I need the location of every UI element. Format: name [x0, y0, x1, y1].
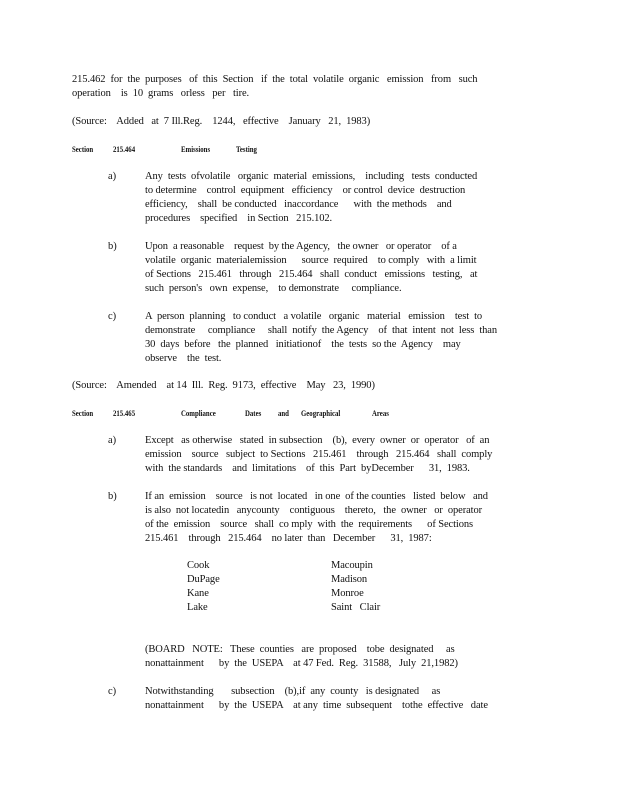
section-title-word: Testing: [236, 145, 257, 154]
county-name: Monroe: [331, 588, 364, 599]
paragraph-line: of Sections 215.461 through 215.464 shall conduct emissions testing, at: [145, 269, 478, 280]
paragraph-line: Except as otherwise stated in subsection (b), every owner or operator of an: [145, 435, 490, 446]
county-name: Cook: [187, 560, 210, 571]
county-name: Kane: [187, 588, 209, 599]
paragraph-line: of the emission source shall co mply with the requirements of Sections: [145, 519, 474, 530]
paragraph-line: is also not locatedin anycounty contiguous thereto, the owner or operator: [145, 505, 483, 516]
paragraph-line: volatile organic materialemission source required to comply with a limit: [145, 255, 477, 266]
paragraph-label: a): [108, 171, 117, 182]
section-number: 215.465: [113, 409, 136, 418]
county-name: Madison: [331, 574, 368, 585]
paragraph-line: to determine control equipment efficiency or control device destruction: [145, 185, 466, 196]
section-word: Section: [72, 409, 94, 418]
paragraph-line: efficiency, shall be conducted inaccordance with the methods and: [145, 199, 452, 210]
paragraph-line: 30 days before the planned initiationof the tests so the Agency may: [145, 339, 461, 350]
paragraph-label: c): [108, 311, 117, 322]
intro-line-2: operation is 10 grams orless per tire.: [72, 88, 250, 99]
paragraph-line: nonattainment by the USEPA at any time subsequent tothe effective date: [145, 700, 488, 711]
section-title-word: Emissions: [181, 145, 211, 154]
county-name: Saint Clair: [331, 602, 381, 613]
paragraph-line: Upon a reasonable request by the Agency, the owner or operator of a: [145, 241, 457, 252]
source-note-1: (Source: Added at 7 Ill.Reg. 1244, effective January 21, 1983): [72, 116, 371, 127]
section-word: Section: [72, 145, 94, 154]
paragraph-label: b): [108, 241, 117, 252]
paragraph-line: 215.461 through 215.464 no later than December 31, 1987:: [145, 533, 432, 544]
paragraph-label: c): [108, 686, 117, 697]
paragraph-line: A person planning to conduct a volatile organic material emission test to: [145, 311, 483, 322]
section-title-word: Geographical: [301, 409, 341, 418]
section-title-word: Dates: [245, 409, 262, 418]
paragraph-label: a): [108, 435, 117, 446]
paragraph-line: emission source subject to Sections 215.461 through 215.464 shall comply: [145, 449, 493, 460]
paragraph-line: demonstrate compliance shall notify the Agency of that intent not less than: [145, 325, 497, 336]
paragraph-line: such person's own expense, to demonstrate compliance.: [145, 283, 402, 294]
section-title-word: Compliance: [181, 409, 216, 418]
paragraph-line: Notwithstanding subsection (b),if any county is designated as: [145, 686, 441, 697]
paragraph-line: with the standards and limitations of this Part byDecember 31, 1983.: [145, 463, 470, 474]
section-title-word: and: [278, 409, 289, 418]
county-name: DuPage: [187, 574, 220, 585]
paragraph-line: If an emission source is not located in one of the counties listed below and: [145, 491, 488, 502]
paragraph-line: Any tests ofvolatile organic material emissions, including tests conducted: [145, 171, 478, 182]
intro-line-1: 215.462 for the purposes of this Section if the total volatile organic emission from such: [72, 74, 478, 85]
section-number: 215.464: [113, 145, 136, 154]
paragraph-label: b): [108, 491, 117, 502]
paragraph-line: observe the test.: [145, 353, 222, 364]
paragraph-line: procedures specified in Section 215.102.: [145, 213, 333, 224]
section-title-word: Areas: [372, 409, 389, 418]
county-name: Macoupin: [331, 560, 373, 571]
board-note-line: nonattainment by the USEPA at 47 Fed. Reg. 31588, July 21,1982): [145, 658, 458, 669]
county-name: Lake: [187, 602, 208, 613]
source-note-2: (Source: Amended at 14 Ill. Reg. 9173, effective May 23, 1990): [72, 380, 375, 391]
board-note-line: (BOARD NOTE: These counties are proposed tobe designated as: [145, 644, 455, 655]
